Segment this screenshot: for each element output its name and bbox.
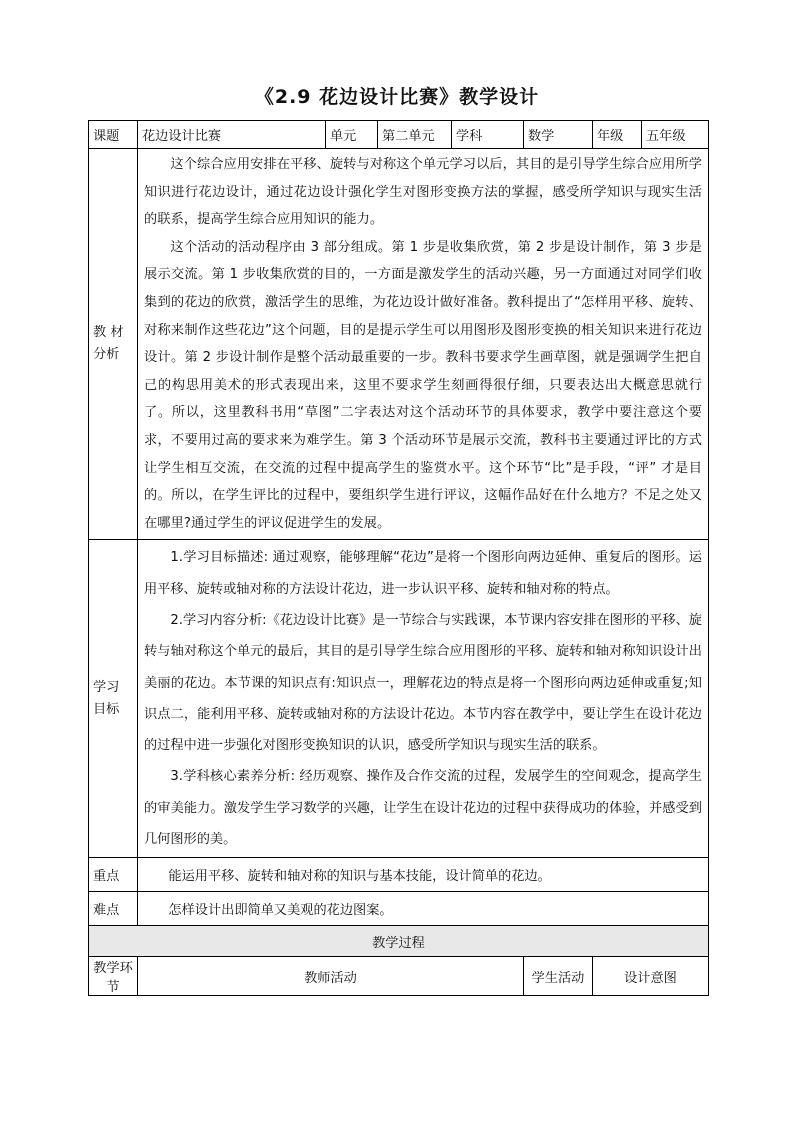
objective-paragraph: 2.学习内容分析:《花边设计比赛》是一节综合与实践课，本节课内容安排在图形的平移、旋转与轴对称这个单元的最后，其目的是引导学生综合应用图形的平移、旋转和轴对称知识设计出美丽的花边。本节课的知识点有:知识点一，理解花边的特点是将一个图形向两边延伸或重复;知识点二，能利用平移、旋转或轴对称的方法设计花边。本节内容在教学中，要让学生在设计花边的过程中进一步强化对图形变换知识的认识，感受所学知识与现实生活的联系。 bbox=[144, 612, 702, 754]
analysis-label-line1: 教 材 bbox=[93, 325, 124, 341]
subject-label: 课题 bbox=[89, 121, 138, 149]
unit-label: 单元 bbox=[326, 121, 378, 149]
objectives-label-line1: 学习 bbox=[93, 679, 120, 695]
process-header-row bbox=[89, 957, 709, 996]
objectives-content bbox=[138, 540, 709, 858]
col-stage: 教学环节 bbox=[89, 957, 138, 996]
col-teacher: 教师活动 bbox=[138, 957, 524, 996]
difficulty-text: 怎样设计出即简单又美观的花边图案。 bbox=[168, 903, 393, 919]
difficulty-label: 难点 bbox=[89, 892, 138, 926]
key-point-text: 能运用平移、旋转和轴对称的知识与基本技能，设计简单的花边。 bbox=[168, 869, 551, 885]
unit-value: 第二单元 bbox=[378, 121, 452, 149]
analysis-label bbox=[89, 149, 138, 540]
grade-value: 五年级 bbox=[642, 121, 709, 149]
objective-paragraph: 3.学科核心素养分析: 经历观察、操作及合作交流的过程，发展学生的空间观念，提高学生的审美能力。激发学生学习数学的兴趣，让学生在设计花边的过程中获得成功的体验，并感受到几何图形的美。 bbox=[144, 769, 702, 847]
subject-value: 花边设计比赛 bbox=[138, 121, 326, 149]
analysis-paragraph: 这个活动的活动程序由 3 部分组成。第 1 步是收集欣赏，第 2 步是设计制作，第 3 步是展示交流。第 1 步收集欣赏的目的，一方面是激发学生的活动兴趣，另一方面通过对同学们收集到的花边的欣赏，激活学生的思维，为花边设计做好准备。教科提出了“怎样用平移、旋转、对称来制作这些花边”这个问题，目的是提示学生可以用图形及图形变换的相关知识来进行花边设计。第 2 步设计制作是整个活动最重要的一步。教科书要求学生画草图，就是强调学生把自己的构思用美术的形式表现出来，这里不要求学生刻画得很仔细，只要表达出大概意思就行了。所以，这里教科书用“草图”二字表达对这个活动环节的具体要求，教学中要注意这个要求，不要用过高的要求来为难学生。第 3 个活动环节是展示交流，教科书主要通过评比的方式让学生相互交流，在交流的过程中提高学生的鉴赏水平。这个环节“比”是手段，“评” 才是目的。所以，在学生评比的过程中，要组织学生进行评议，这幅作品好在什么地方？不足之处又在哪里?通过学生的评议促进学生的发展。 bbox=[144, 239, 702, 531]
key-point-row bbox=[89, 858, 709, 892]
page-title: 《2.9 花边设计比赛》教学设计 bbox=[254, 86, 540, 108]
grade-label: 年级 bbox=[593, 121, 642, 149]
col-intent: 设计意图 bbox=[593, 957, 709, 996]
key-point-label: 重点 bbox=[89, 858, 138, 892]
analysis-content bbox=[138, 149, 709, 540]
process-title: 教学过程 bbox=[89, 926, 709, 957]
analysis-row bbox=[89, 149, 709, 540]
header-row bbox=[89, 121, 709, 149]
key-point-value bbox=[138, 858, 709, 892]
analysis-label-line2: 分析 bbox=[93, 347, 120, 363]
discipline-label: 学科 bbox=[452, 121, 524, 149]
process-title-row bbox=[89, 926, 709, 957]
objective-paragraph: 1.学习目标描述: 通过观察，能够理解“花边”是将一个图形向两边延伸、重复后的图形。运用平移、旋转或轴对称的方法设计花边，进一步认识平移、旋转和轴对称的特点。 bbox=[144, 550, 702, 597]
objectives-label-line2: 目标 bbox=[93, 701, 120, 717]
difficulty-value bbox=[138, 892, 709, 926]
col-student: 学生活动 bbox=[524, 957, 593, 996]
lesson-plan-table bbox=[88, 120, 709, 996]
difficulty-row bbox=[89, 892, 709, 926]
discipline-value: 数学 bbox=[524, 121, 593, 149]
analysis-paragraph: 这个综合应用安排在平移、旋转与对称这个单元学习以后，其目的是引导学生综合应用所学知识进行花边设计，通过花边设计强化学生对图形变换方法的掌握，感受所学知识与现实生活的联系，提高学生综合应用知识的能力。 bbox=[144, 157, 702, 228]
objectives-label bbox=[89, 540, 138, 858]
objectives-row bbox=[89, 540, 709, 858]
